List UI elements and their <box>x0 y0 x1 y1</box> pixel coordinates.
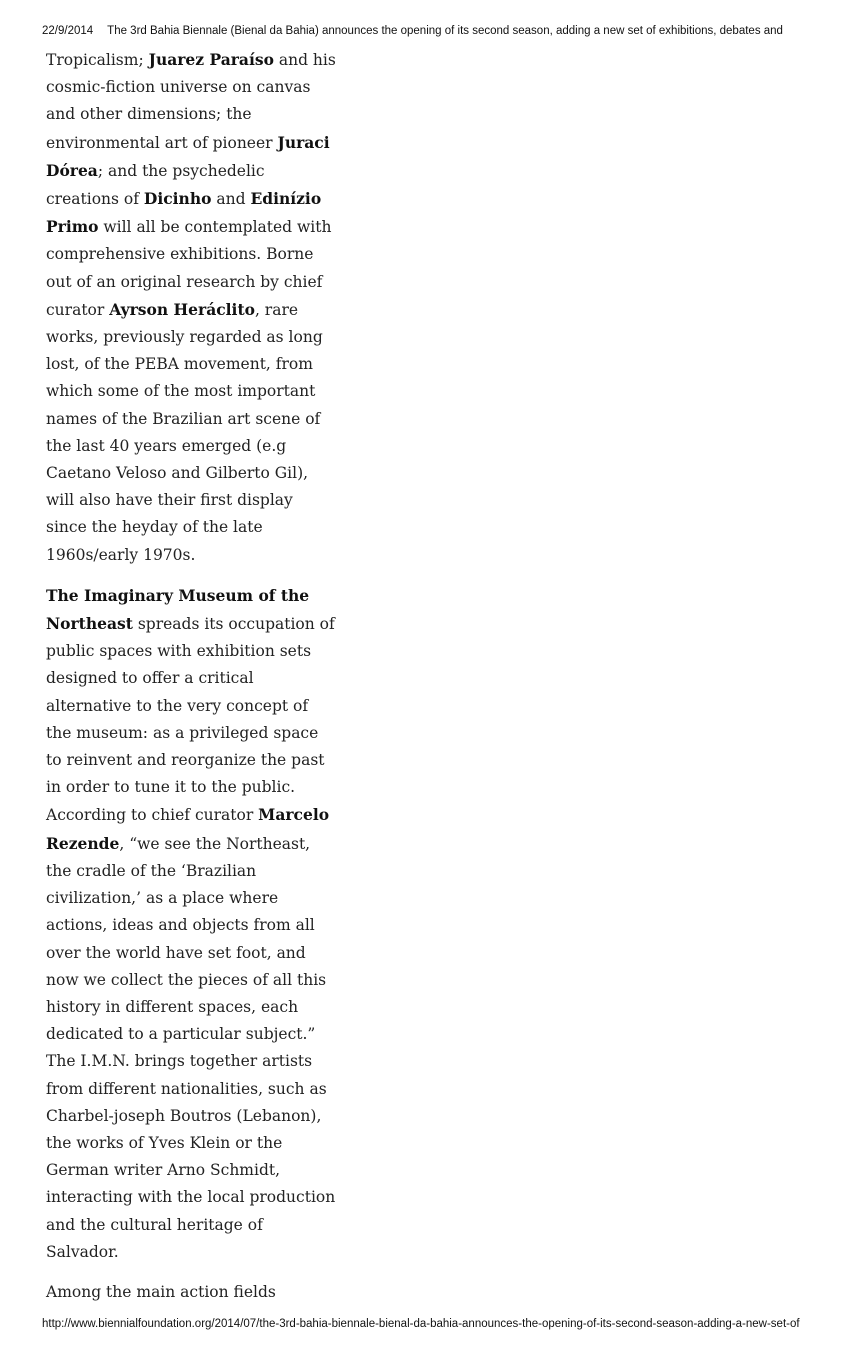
artist-name: Dicinho <box>143 189 212 209</box>
article-paragraph <box>46 1279 336 1306</box>
paragraph-text: will all be contemplated with comprehensive exhibitions. Borne out of an original research by chief curator <box>46 218 332 319</box>
article-body <box>46 46 336 1319</box>
print-page-title: The 3rd Bahia Biennale (Bienal da Bahia) announces the opening of its second season, adding a new set of exhibitions, debates and <box>107 25 783 37</box>
article-paragraph <box>46 46 336 569</box>
article-paragraph <box>46 582 336 1266</box>
paragraph-text: and his cosmic-fiction universe on canvas and other dimensions; the environmental art of pioneer <box>46 51 336 152</box>
paragraph-text: Among the main action fields <box>46 1282 276 1301</box>
paragraph-text: and <box>211 190 251 209</box>
curator-name: Marcelo Rezende <box>46 805 330 853</box>
artist-name: Juraci Dórea <box>46 132 330 180</box>
exhibition-title: The Imaginary Museum of the Northeast <box>46 585 310 634</box>
print-footer-url: http://www.biennialfoundation.org/2014/07/the-3rd-bahia-biennale-bienal-da-bahia-announces-the-opening-of-its-second-season-adding-a-new-set-of <box>42 1318 800 1330</box>
curator-name: Ayrson Heráclito <box>109 299 255 319</box>
artist-name: Juarez Paraíso <box>148 50 274 69</box>
paragraph-text: , rare works, previously regarded as long lost, of the PEBA movement, from which some of the most important names of the Brazilian art scene of the last 40 years emerged (e.g Caetano Veloso and Gilberto Gil), will also have their first display since the heyday of the late 1960s/early 1970s. <box>46 300 323 564</box>
print-date: 22/9/2014 <box>42 25 94 37</box>
paragraph-text: , “we see the Northeast, the cradle of the ‘Brazilian civilization,’ as a place where actions, ideas and objects from all over the world have set foot, and now we collect the pieces of all this history in different spaces, each dedicated to a particular subject.” The I.M.N. brings together artists from different nationalities, such as Charbel-joseph Boutros (Lebanon), the works of Yves Klein or the German writer Arno Schmidt, interacting with the local production and the cultural heritage of Salvador. <box>46 834 336 1261</box>
artist-name: Edinízio Primo <box>46 189 322 237</box>
paragraph-text: spreads its occupation of public spaces with exhibition sets designed to offer a critical alternative to the very concept of the museum: as a privileged space to reinvent and reorganize the past in order to tune it to the public. According to chief curator <box>46 615 335 825</box>
paragraph-text: Tropicalism; <box>46 51 149 69</box>
paragraph-text: ; and the psychedelic creations of <box>46 161 265 209</box>
print-header <box>42 23 855 39</box>
